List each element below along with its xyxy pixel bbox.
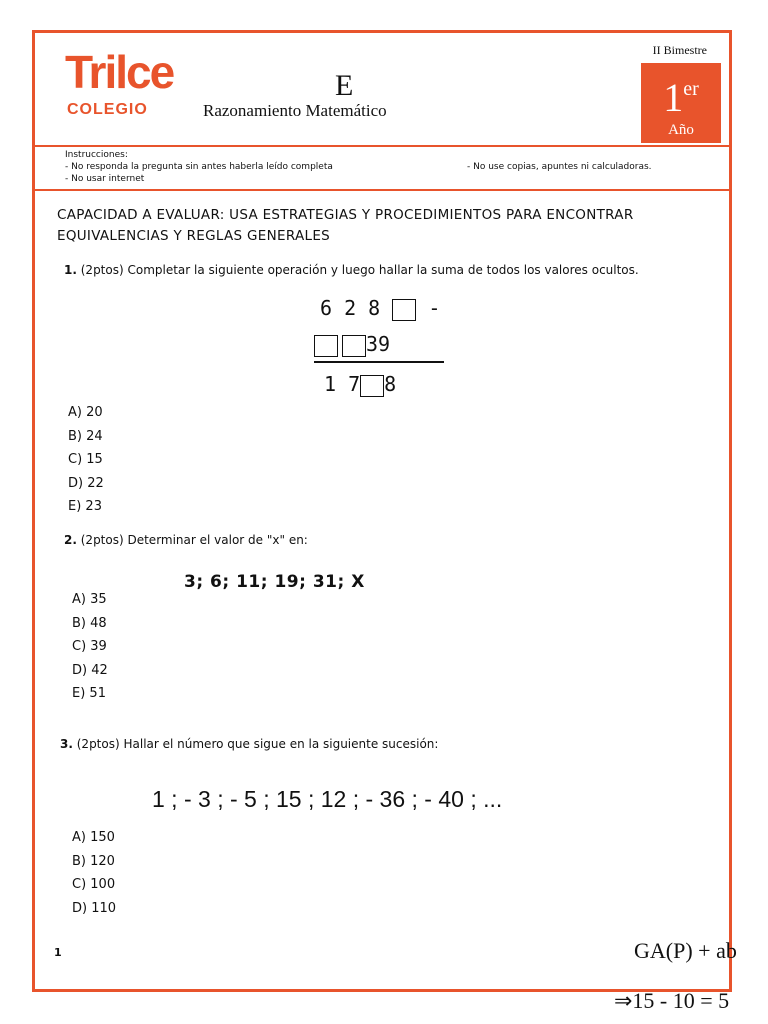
- option: E) 51: [72, 686, 106, 701]
- option: B) 120: [72, 853, 115, 869]
- question-2-text: (2ptos) Determinar el valor de "x" en:: [80, 533, 308, 547]
- capacity-statement: CAPACIDAD A EVALUAR: USA ESTRATEGIAS Y PROCEDIMIENTOS PARA ENCONTRAR EQUIVALENCIAS Y REGLAS GENERALES: [57, 207, 634, 244]
- question-2-options: [72, 588, 108, 706]
- question-2: [64, 533, 308, 547]
- option: B) 48: [72, 615, 107, 631]
- overflow-formula-2: ⇒15 - 10 = 5: [614, 988, 730, 1013]
- instruction-3: - No use copias, apuntes ni calculadoras.: [467, 162, 652, 172]
- year-badge: [641, 63, 721, 143]
- question-3: [60, 737, 438, 751]
- subtraction-rule: [314, 361, 444, 363]
- option: A) 150: [72, 830, 115, 845]
- option: D) 110: [72, 900, 117, 916]
- header: [35, 33, 729, 147]
- question-3-text: (2ptos) Hallar el número que sigue en la siguiente sucesión:: [76, 737, 439, 751]
- logo-trilce: Trilce: [65, 46, 174, 98]
- question-3-sequence: 1 ; - 3 ; - 5 ; 15 ; 12 ; - 36 ; - 40 ; ...: [152, 786, 503, 812]
- question-2-sequence: 3; 6; 11; 19; 31; X: [184, 572, 365, 592]
- logo-colegio: COLEGIO: [67, 101, 148, 118]
- bimestre-label: II Bimestre: [652, 43, 707, 57]
- option: C) 39: [72, 639, 107, 654]
- option: E) 23: [68, 499, 102, 514]
- question-2-number: 2.: [64, 533, 77, 547]
- page-number: 1: [54, 946, 62, 959]
- subject-title: Razonamiento Matemático: [203, 101, 387, 120]
- option: C) 15: [68, 452, 103, 467]
- page-frame: [32, 30, 732, 992]
- instruction-1: - No responda la pregunta sin antes haberla leído completa: [65, 162, 333, 172]
- instruction-2: - No usar internet: [65, 174, 145, 184]
- overflow-formula-1: GA(P) + ab: [634, 938, 737, 963]
- subtraction-row-3: 1 7 8: [324, 372, 397, 396]
- question-3-number: 3.: [60, 737, 73, 751]
- stray-mark: E: [335, 69, 354, 102]
- hidden-digit-box: [314, 335, 338, 357]
- option: D) 22: [68, 475, 104, 491]
- instructions-title: Instrucciones:: [65, 150, 128, 160]
- option: B) 24: [68, 428, 103, 444]
- subtraction-row-1: 6 2 8 -: [320, 296, 441, 320]
- year-number: 1er: [663, 75, 699, 120]
- subtraction-row-2: 39: [314, 332, 390, 356]
- option: A) 35: [72, 592, 107, 607]
- year-word: Año: [668, 122, 694, 138]
- instructions: [35, 147, 729, 191]
- question-1: [64, 263, 639, 277]
- question-3-options: [72, 826, 116, 920]
- option: D) 42: [72, 662, 108, 678]
- hidden-digit-box: [360, 375, 384, 397]
- hidden-digit-box: [392, 299, 416, 321]
- question-1-text: (2ptos) Completar la siguiente operación y luego hallar la suma de todos los valores ocultos.: [80, 263, 639, 277]
- option: A) 20: [68, 405, 103, 420]
- option: C) 100: [72, 877, 116, 892]
- question-1-number: 1.: [64, 263, 77, 277]
- hidden-digit-box: [342, 335, 366, 357]
- question-1-options: [68, 401, 104, 519]
